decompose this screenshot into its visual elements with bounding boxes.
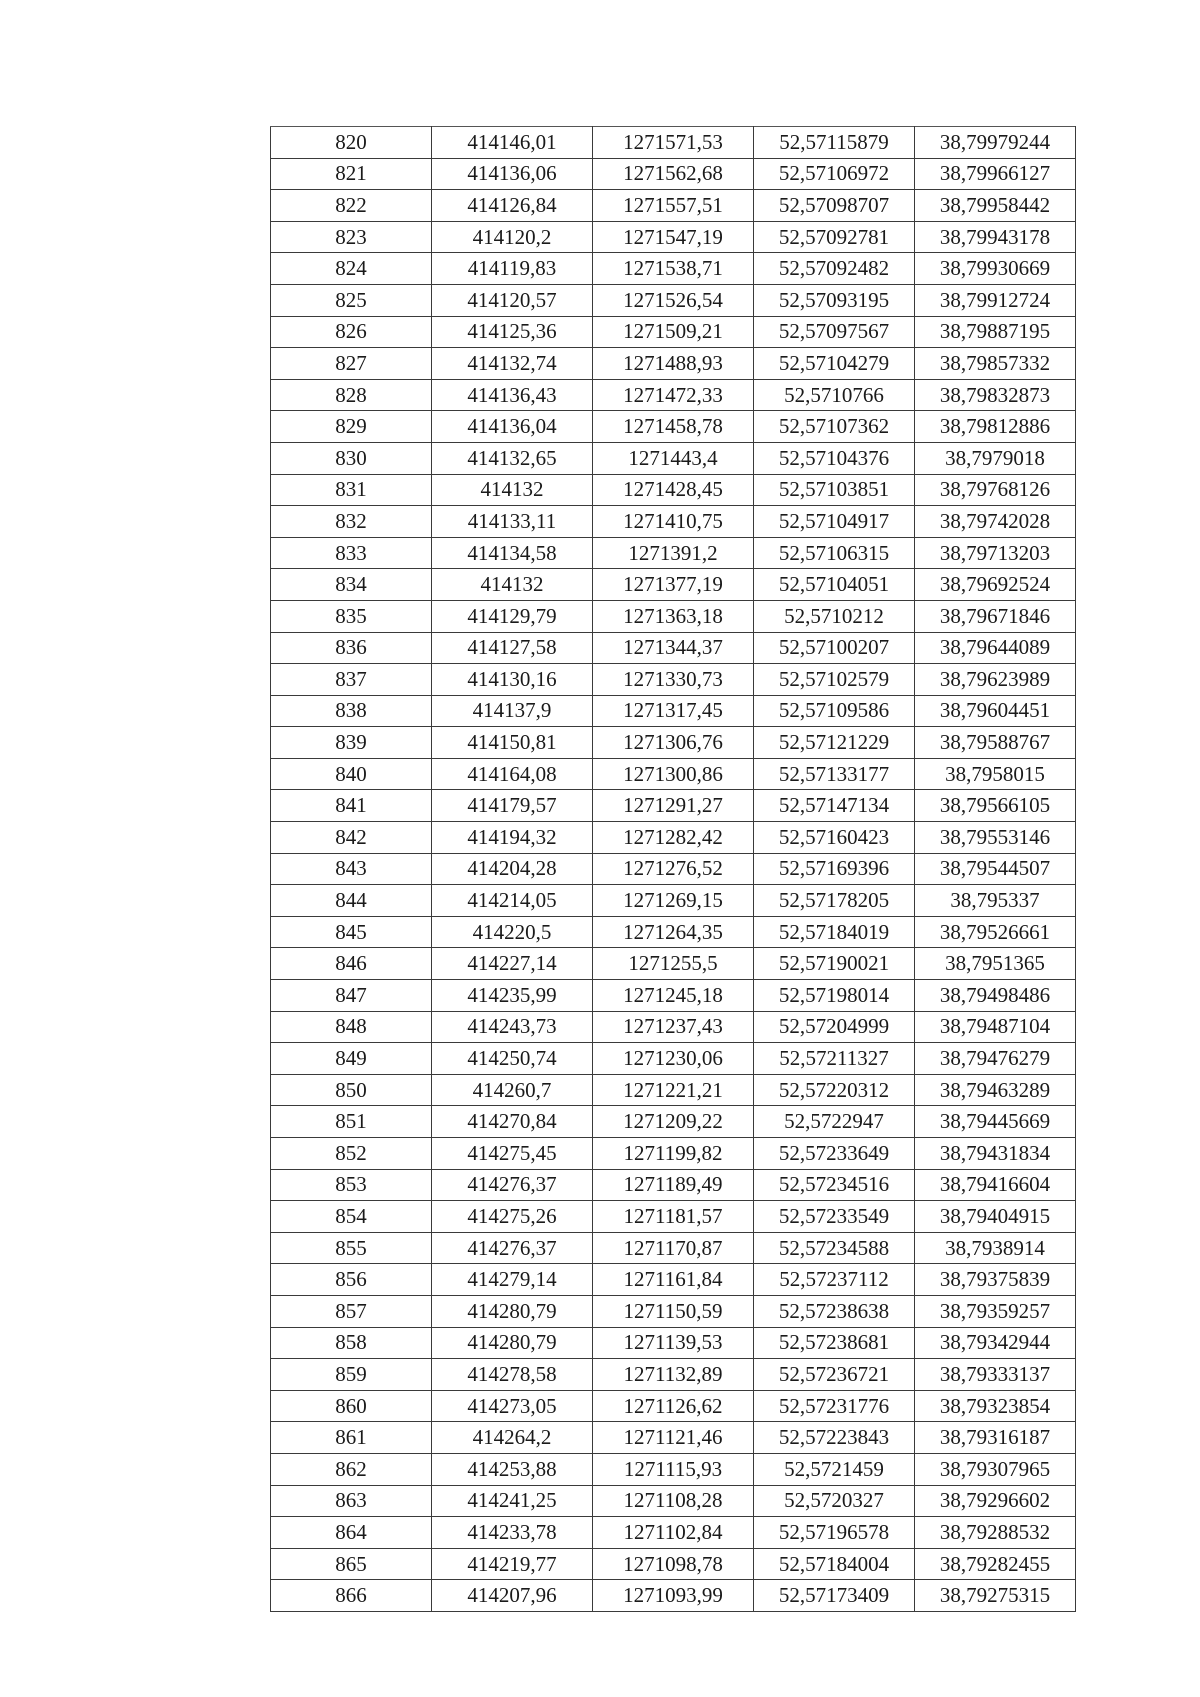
y-coordinate-cell: 1271330,73 [593,664,754,696]
y-coordinate-cell: 1271562,68 [593,158,754,190]
point-number-cell: 839 [271,727,432,759]
x-coordinate-cell: 414207,96 [432,1580,593,1612]
table-row [271,221,1076,253]
point-number-cell: 865 [271,1548,432,1580]
longitude-cell: 38,79307965 [915,1453,1076,1485]
latitude-cell: 52,57237112 [754,1264,915,1296]
table-row [271,1232,1076,1264]
longitude-cell: 38,79553146 [915,822,1076,854]
latitude-cell: 52,57231776 [754,1390,915,1422]
longitude-cell: 38,79566105 [915,790,1076,822]
longitude-cell: 38,79912724 [915,284,1076,316]
point-number-cell: 825 [271,284,432,316]
longitude-cell: 38,79832873 [915,379,1076,411]
point-number-cell: 833 [271,537,432,569]
latitude-cell: 52,5720327 [754,1485,915,1517]
latitude-cell: 52,57233549 [754,1201,915,1233]
x-coordinate-cell: 414126,84 [432,190,593,222]
latitude-cell: 52,57104051 [754,569,915,601]
longitude-cell: 38,79487104 [915,1011,1076,1043]
longitude-cell: 38,79692524 [915,569,1076,601]
point-number-cell: 823 [271,221,432,253]
latitude-cell: 52,57184019 [754,916,915,948]
x-coordinate-cell: 414279,14 [432,1264,593,1296]
point-number-cell: 840 [271,758,432,790]
latitude-cell: 52,57190021 [754,948,915,980]
longitude-cell: 38,7951365 [915,948,1076,980]
point-number-cell: 849 [271,1043,432,1075]
y-coordinate-cell: 1271443,4 [593,442,754,474]
longitude-cell: 38,79979244 [915,127,1076,159]
latitude-cell: 52,57236721 [754,1359,915,1391]
longitude-cell: 38,79644089 [915,632,1076,664]
point-number-cell: 847 [271,980,432,1012]
point-number-cell: 836 [271,632,432,664]
x-coordinate-cell: 414280,79 [432,1295,593,1327]
latitude-cell: 52,5710766 [754,379,915,411]
y-coordinate-cell: 1271102,84 [593,1517,754,1549]
longitude-cell: 38,79288532 [915,1517,1076,1549]
x-coordinate-cell: 414204,28 [432,853,593,885]
table-row [271,664,1076,696]
x-coordinate-cell: 414136,04 [432,411,593,443]
table-row [271,1169,1076,1201]
table-row [271,537,1076,569]
table-row [271,1201,1076,1233]
point-number-cell: 850 [271,1074,432,1106]
point-number-cell: 866 [271,1580,432,1612]
point-number-cell: 827 [271,348,432,380]
point-number-cell: 831 [271,474,432,506]
table-row [271,1138,1076,1170]
table-row [271,253,1076,285]
coordinates-table-body [271,127,1076,1612]
y-coordinate-cell: 1271276,52 [593,853,754,885]
x-coordinate-cell: 414243,73 [432,1011,593,1043]
y-coordinate-cell: 1271458,78 [593,411,754,443]
point-number-cell: 852 [271,1138,432,1170]
longitude-cell: 38,79404915 [915,1201,1076,1233]
longitude-cell: 38,79623989 [915,664,1076,696]
longitude-cell: 38,79812886 [915,411,1076,443]
latitude-cell: 52,57104279 [754,348,915,380]
y-coordinate-cell: 1271282,42 [593,822,754,854]
x-coordinate-cell: 414253,88 [432,1453,593,1485]
table-row [271,1011,1076,1043]
x-coordinate-cell: 414132,74 [432,348,593,380]
longitude-cell: 38,79930669 [915,253,1076,285]
point-number-cell: 835 [271,600,432,632]
y-coordinate-cell: 1271571,53 [593,127,754,159]
latitude-cell: 52,57184004 [754,1548,915,1580]
y-coordinate-cell: 1271344,37 [593,632,754,664]
point-number-cell: 861 [271,1422,432,1454]
latitude-cell: 52,57092482 [754,253,915,285]
point-number-cell: 842 [271,822,432,854]
latitude-cell: 52,57238681 [754,1327,915,1359]
table-row [271,600,1076,632]
x-coordinate-cell: 414129,79 [432,600,593,632]
latitude-cell: 52,57160423 [754,822,915,854]
latitude-cell: 52,57234516 [754,1169,915,1201]
x-coordinate-cell: 414214,05 [432,885,593,917]
point-number-cell: 820 [271,127,432,159]
x-coordinate-cell: 414233,78 [432,1517,593,1549]
longitude-cell: 38,79275315 [915,1580,1076,1612]
y-coordinate-cell: 1271221,21 [593,1074,754,1106]
longitude-cell: 38,79742028 [915,506,1076,538]
table-row [271,695,1076,727]
table-row [271,348,1076,380]
point-number-cell: 858 [271,1327,432,1359]
y-coordinate-cell: 1271237,43 [593,1011,754,1043]
table-row [271,127,1076,159]
latitude-cell: 52,57133177 [754,758,915,790]
x-coordinate-cell: 414273,05 [432,1390,593,1422]
table-row [271,1580,1076,1612]
y-coordinate-cell: 1271488,93 [593,348,754,380]
latitude-cell: 52,57234588 [754,1232,915,1264]
point-number-cell: 828 [271,379,432,411]
table-row [271,1390,1076,1422]
y-coordinate-cell: 1271139,53 [593,1327,754,1359]
y-coordinate-cell: 1271391,2 [593,537,754,569]
latitude-cell: 52,57097567 [754,316,915,348]
latitude-cell: 52,57204999 [754,1011,915,1043]
y-coordinate-cell: 1271547,19 [593,221,754,253]
x-coordinate-cell: 414136,06 [432,158,593,190]
y-coordinate-cell: 1271363,18 [593,600,754,632]
x-coordinate-cell: 414150,81 [432,727,593,759]
latitude-cell: 52,57092781 [754,221,915,253]
table-row [271,980,1076,1012]
x-coordinate-cell: 414132 [432,474,593,506]
longitude-cell: 38,79671846 [915,600,1076,632]
longitude-cell: 38,7958015 [915,758,1076,790]
latitude-cell: 52,57098707 [754,190,915,222]
latitude-cell: 52,57238638 [754,1295,915,1327]
y-coordinate-cell: 1271526,54 [593,284,754,316]
point-number-cell: 843 [271,853,432,885]
longitude-cell: 38,7938914 [915,1232,1076,1264]
y-coordinate-cell: 1271108,28 [593,1485,754,1517]
point-number-cell: 860 [271,1390,432,1422]
latitude-cell: 52,5721459 [754,1453,915,1485]
point-number-cell: 851 [271,1106,432,1138]
x-coordinate-cell: 414219,77 [432,1548,593,1580]
coordinates-table [270,126,1076,1612]
table-row [271,1074,1076,1106]
table-row [271,885,1076,917]
table-row [271,1453,1076,1485]
longitude-cell: 38,79887195 [915,316,1076,348]
table-row [271,1485,1076,1517]
table-row [271,190,1076,222]
point-number-cell: 829 [271,411,432,443]
point-number-cell: 824 [271,253,432,285]
longitude-cell: 38,79604451 [915,695,1076,727]
y-coordinate-cell: 1271132,89 [593,1359,754,1391]
longitude-cell: 38,79544507 [915,853,1076,885]
y-coordinate-cell: 1271557,51 [593,190,754,222]
x-coordinate-cell: 414235,99 [432,980,593,1012]
latitude-cell: 52,57233649 [754,1138,915,1170]
y-coordinate-cell: 1271377,19 [593,569,754,601]
y-coordinate-cell: 1271317,45 [593,695,754,727]
x-coordinate-cell: 414276,37 [432,1169,593,1201]
longitude-cell: 38,79316187 [915,1422,1076,1454]
latitude-cell: 52,57198014 [754,980,915,1012]
x-coordinate-cell: 414276,37 [432,1232,593,1264]
point-number-cell: 853 [271,1169,432,1201]
latitude-cell: 52,57103851 [754,474,915,506]
longitude-cell: 38,79588767 [915,727,1076,759]
x-coordinate-cell: 414278,58 [432,1359,593,1391]
y-coordinate-cell: 1271126,62 [593,1390,754,1422]
latitude-cell: 52,57107362 [754,411,915,443]
x-coordinate-cell: 414120,57 [432,284,593,316]
point-number-cell: 838 [271,695,432,727]
table-row [271,379,1076,411]
x-coordinate-cell: 414125,36 [432,316,593,348]
longitude-cell: 38,79958442 [915,190,1076,222]
table-row [271,1106,1076,1138]
longitude-cell: 38,795337 [915,885,1076,917]
table-row [271,758,1076,790]
y-coordinate-cell: 1271428,45 [593,474,754,506]
latitude-cell: 52,57121229 [754,727,915,759]
table-row [271,506,1076,538]
table-row [271,790,1076,822]
point-number-cell: 834 [271,569,432,601]
longitude-cell: 38,79857332 [915,348,1076,380]
point-number-cell: 822 [271,190,432,222]
y-coordinate-cell: 1271209,22 [593,1106,754,1138]
latitude-cell: 52,57169396 [754,853,915,885]
latitude-cell: 52,57104917 [754,506,915,538]
x-coordinate-cell: 414164,08 [432,758,593,790]
x-coordinate-cell: 414137,9 [432,695,593,727]
x-coordinate-cell: 414120,2 [432,221,593,253]
point-number-cell: 837 [271,664,432,696]
table-row [271,853,1076,885]
y-coordinate-cell: 1271181,57 [593,1201,754,1233]
table-row [271,727,1076,759]
longitude-cell: 38,79966127 [915,158,1076,190]
longitude-cell: 38,79445669 [915,1106,1076,1138]
table-row [271,1517,1076,1549]
x-coordinate-cell: 414264,2 [432,1422,593,1454]
longitude-cell: 38,79526661 [915,916,1076,948]
longitude-cell: 38,79375839 [915,1264,1076,1296]
table-row [271,1359,1076,1391]
longitude-cell: 38,79342944 [915,1327,1076,1359]
point-number-cell: 845 [271,916,432,948]
table-row [271,1422,1076,1454]
latitude-cell: 52,57109586 [754,695,915,727]
x-coordinate-cell: 414136,43 [432,379,593,411]
x-coordinate-cell: 414146,01 [432,127,593,159]
table-row [271,569,1076,601]
latitude-cell: 52,57196578 [754,1517,915,1549]
point-number-cell: 821 [271,158,432,190]
table-row [271,916,1076,948]
longitude-cell: 38,79359257 [915,1295,1076,1327]
table-row [271,948,1076,980]
y-coordinate-cell: 1271269,15 [593,885,754,917]
latitude-cell: 52,57220312 [754,1074,915,1106]
y-coordinate-cell: 1271255,5 [593,948,754,980]
table-row [271,284,1076,316]
y-coordinate-cell: 1271264,35 [593,916,754,948]
y-coordinate-cell: 1271098,78 [593,1548,754,1580]
table-row [271,1043,1076,1075]
x-coordinate-cell: 414227,14 [432,948,593,980]
x-coordinate-cell: 414250,74 [432,1043,593,1075]
x-coordinate-cell: 414134,58 [432,537,593,569]
x-coordinate-cell: 414241,25 [432,1485,593,1517]
y-coordinate-cell: 1271199,82 [593,1138,754,1170]
table-row [271,442,1076,474]
y-coordinate-cell: 1271410,75 [593,506,754,538]
y-coordinate-cell: 1271291,27 [593,790,754,822]
point-number-cell: 846 [271,948,432,980]
x-coordinate-cell: 414132 [432,569,593,601]
point-number-cell: 862 [271,1453,432,1485]
point-number-cell: 864 [271,1517,432,1549]
table-row [271,474,1076,506]
y-coordinate-cell: 1271170,87 [593,1232,754,1264]
point-number-cell: 863 [271,1485,432,1517]
y-coordinate-cell: 1271472,33 [593,379,754,411]
longitude-cell: 38,79323854 [915,1390,1076,1422]
latitude-cell: 52,5710212 [754,600,915,632]
longitude-cell: 38,79416604 [915,1169,1076,1201]
y-coordinate-cell: 1271509,21 [593,316,754,348]
x-coordinate-cell: 414260,7 [432,1074,593,1106]
point-number-cell: 830 [271,442,432,474]
x-coordinate-cell: 414194,32 [432,822,593,854]
point-number-cell: 854 [271,1201,432,1233]
x-coordinate-cell: 414132,65 [432,442,593,474]
y-coordinate-cell: 1271161,84 [593,1264,754,1296]
latitude-cell: 52,57223843 [754,1422,915,1454]
longitude-cell: 38,79431834 [915,1138,1076,1170]
latitude-cell: 52,57093195 [754,284,915,316]
y-coordinate-cell: 1271306,76 [593,727,754,759]
point-number-cell: 848 [271,1011,432,1043]
table-row [271,1327,1076,1359]
point-number-cell: 857 [271,1295,432,1327]
latitude-cell: 52,57115879 [754,127,915,159]
x-coordinate-cell: 414220,5 [432,916,593,948]
longitude-cell: 38,79713203 [915,537,1076,569]
point-number-cell: 826 [271,316,432,348]
y-coordinate-cell: 1271150,59 [593,1295,754,1327]
point-number-cell: 841 [271,790,432,822]
latitude-cell: 52,57173409 [754,1580,915,1612]
x-coordinate-cell: 414133,11 [432,506,593,538]
table-row [271,1548,1076,1580]
y-coordinate-cell: 1271121,46 [593,1422,754,1454]
latitude-cell: 52,57100207 [754,632,915,664]
point-number-cell: 859 [271,1359,432,1391]
latitude-cell: 52,57104376 [754,442,915,474]
latitude-cell: 52,5722947 [754,1106,915,1138]
y-coordinate-cell: 1271245,18 [593,980,754,1012]
y-coordinate-cell: 1271538,71 [593,253,754,285]
point-number-cell: 855 [271,1232,432,1264]
latitude-cell: 52,57102579 [754,664,915,696]
table-row [271,158,1076,190]
x-coordinate-cell: 414275,26 [432,1201,593,1233]
y-coordinate-cell: 1271115,93 [593,1453,754,1485]
longitude-cell: 38,79296602 [915,1485,1076,1517]
x-coordinate-cell: 414179,57 [432,790,593,822]
latitude-cell: 52,57211327 [754,1043,915,1075]
latitude-cell: 52,57106972 [754,158,915,190]
x-coordinate-cell: 414119,83 [432,253,593,285]
x-coordinate-cell: 414130,16 [432,664,593,696]
longitude-cell: 38,79463289 [915,1074,1076,1106]
x-coordinate-cell: 414127,58 [432,632,593,664]
x-coordinate-cell: 414270,84 [432,1106,593,1138]
table-row [271,1295,1076,1327]
y-coordinate-cell: 1271230,06 [593,1043,754,1075]
table-row [271,1264,1076,1296]
y-coordinate-cell: 1271300,86 [593,758,754,790]
latitude-cell: 52,57147134 [754,790,915,822]
longitude-cell: 38,79768126 [915,474,1076,506]
longitude-cell: 38,7979018 [915,442,1076,474]
y-coordinate-cell: 1271093,99 [593,1580,754,1612]
table-row [271,822,1076,854]
longitude-cell: 38,79333137 [915,1359,1076,1391]
table-row [271,632,1076,664]
point-number-cell: 832 [271,506,432,538]
point-number-cell: 856 [271,1264,432,1296]
longitude-cell: 38,79476279 [915,1043,1076,1075]
latitude-cell: 52,57106315 [754,537,915,569]
x-coordinate-cell: 414280,79 [432,1327,593,1359]
y-coordinate-cell: 1271189,49 [593,1169,754,1201]
x-coordinate-cell: 414275,45 [432,1138,593,1170]
longitude-cell: 38,79943178 [915,221,1076,253]
point-number-cell: 844 [271,885,432,917]
table-row [271,316,1076,348]
longitude-cell: 38,79498486 [915,980,1076,1012]
longitude-cell: 38,79282455 [915,1548,1076,1580]
latitude-cell: 52,57178205 [754,885,915,917]
table-row [271,411,1076,443]
